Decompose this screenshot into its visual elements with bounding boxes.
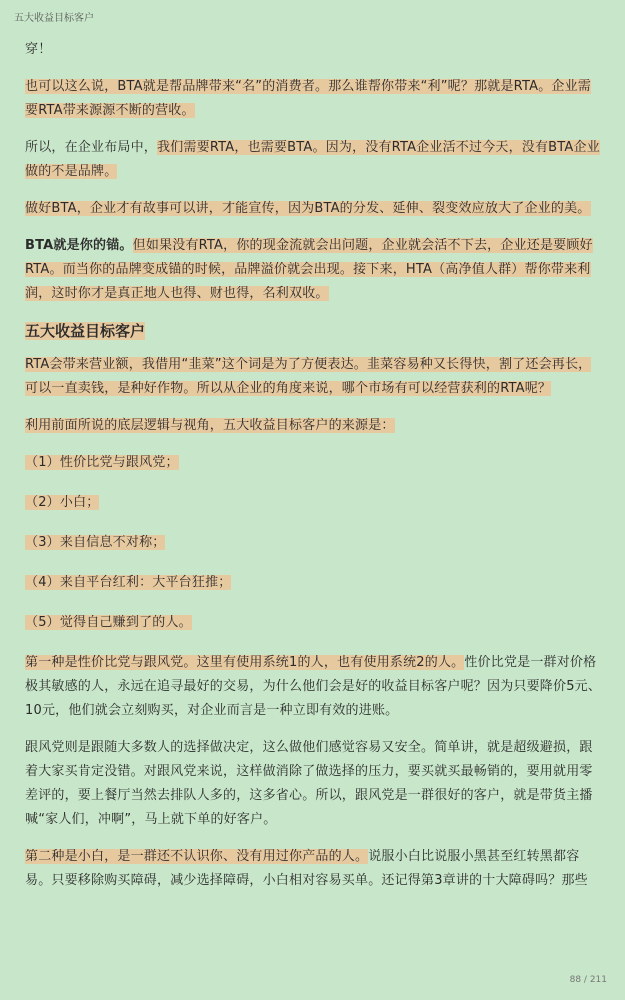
paragraph (25, 651, 603, 723)
paragraph-text: 穿！ (25, 42, 52, 57)
highlighted-text[interactable]: RTA会带来营业额，我借用“韭菜”这个词是为了方便表达。韭菜容易种又长得快，割了还会再长，可以一直卖钱，是种好作物。所以从企业的角度来说，哪个市场有可以经营获利的RTA呢？ (25, 357, 592, 396)
list-item (25, 491, 603, 515)
highlighted-text[interactable]: （2）小白； (25, 495, 100, 510)
page-number: 88 / 211 (569, 975, 607, 985)
list-item (25, 611, 603, 635)
highlighted-text[interactable]: 我们需要RTA，也需要BTA。因为，没有RTA企业活不过今天，没有BTA企业做的不是品牌。 (25, 140, 600, 179)
highlighted-text[interactable]: 也可以这么说，BTA就是帮品牌带来“名”的消费者。那么谁帮你带来“利”呢？那就是RTA。企业需要RTA带来源源不断的营收。 (25, 79, 591, 118)
bold-text: BTA就是你的锚。 (25, 238, 133, 253)
list-item (25, 451, 603, 475)
paragraph (25, 136, 603, 184)
highlighted-text[interactable]: （1）性价比党与跟风党； (25, 455, 179, 470)
paragraph-text: 所以，在企业布局中， (25, 140, 158, 155)
highlighted-text[interactable]: （3）来自信息不对称； (25, 535, 166, 550)
paragraph (25, 414, 603, 438)
paragraph-text: 说服小白比说服小黑甚至红转黑都容易。只要移除购买障碍，减少选择障碍，小白相对容易买单。还记得第3章讲的十大障碍吗？那些 (25, 849, 588, 888)
paragraph-text: 跟风党则是跟随大多数人的选择做决定，这么做他们感觉容易又安全。简单讲，就是超级避损，跟着大家买肯定没错。对跟风党来说，这样做消除了做选择的压力，要买就买最畅销的，要用就用零差评的，要上餐厅当然去排队人多的，这多省心。所以，跟风党是一群很好的客户，就是带货主播喊“家人们，冲啊”，马上就下单的好客户。 (25, 740, 593, 827)
highlighted-text[interactable]: （5）觉得自己赚到了的人。 (25, 615, 192, 630)
paragraph (25, 353, 603, 401)
highlighted-text[interactable]: （4）来自平台红利：大平台狂推； (25, 575, 232, 590)
heading-text[interactable]: 五大收益目标客户 (25, 322, 146, 340)
highlighted-text[interactable]: 第一种是性价比党与跟风党。这里有使用系统1的人，也有使用系统2的人。 (25, 655, 465, 670)
paragraph (25, 234, 603, 306)
paragraph (25, 736, 603, 832)
running-header: 五大收益目标客户 (14, 13, 94, 24)
paragraph (25, 197, 603, 221)
paragraph (25, 75, 603, 123)
paragraph (25, 38, 603, 62)
section-heading (25, 319, 603, 343)
list-item (25, 571, 603, 595)
list-item (25, 531, 603, 555)
paragraph (25, 845, 603, 893)
highlighted-text[interactable]: 第二种是小白，是一群还不认识你、没有用过你产品的人。 (25, 849, 369, 864)
highlighted-text[interactable]: 做好BTA，企业才有故事可以讲，才能宣传，因为BTA的分发、延伸、裂变效应放大了企业的美。 (25, 201, 591, 216)
highlighted-text[interactable]: 利用前面所说的底层逻辑与视角，五大收益目标客户的来源是： (25, 418, 395, 433)
paragraph-text: 性价比党是一群对价格极其敏感的人，永远在追寻最好的交易，为什么他们会是好的收益目标客户呢？因为只要降价5元、10元，他们就会立刻购买，对企业而言是一种立即有效的进账。 (25, 655, 602, 718)
highlighted-text[interactable]: 但如果没有RTA，你的现金流就会出问题，企业就会活不下去，企业还是要顾好RTA。而当你的品牌变成锚的时候，品牌溢价就会出现。接下来，HTA（高净值人群）帮你带来利润，这时你才是真正地人也得、财也得，名利双收。 (25, 238, 593, 301)
page-body (25, 38, 603, 906)
